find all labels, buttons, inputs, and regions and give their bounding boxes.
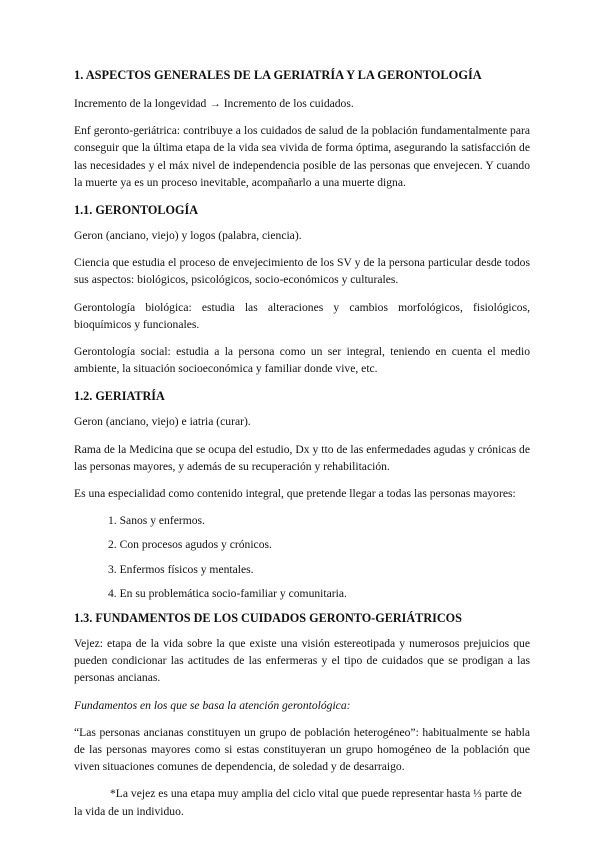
fundamentos-note: *La vejez es una etapa muy amplia del ciclo vital que puede representar hasta ⅓ parte de la vida de un individuo.: [74, 787, 522, 818]
geriatria-list: [74, 512, 530, 602]
gerontologia-etymology: Geron (anciano, viejo) y logos (palabra, ciencia).: [74, 229, 302, 243]
gerontologia-definition: Ciencia que estudia el proceso de envejecimiento de los SV y de la persona particular desde todos sus aspectos: biológicos, psicológicos, socio-económicos y culturales.: [74, 256, 530, 287]
geriatria-etymology: Geron (anciano, viejo) e iatria (curar).: [74, 415, 251, 429]
fundamentos-vejez: Vejez: etapa de la vida sobre la que existe una visión estereotipada y numerosos prejuicios que pueden condicionar las actitudes de las enfermeras y el tipo de cuidados que se prodigan a las personas ancianas.: [74, 637, 530, 685]
list-item: 3. Enfermos físicos y mentales.: [108, 562, 254, 576]
fundamentos-heterogeneo: “Las personas ancianas constituyen un grupo de población heterogéneo”: habitualmente se habla de las personas mayores como si estas constituyeran un grupo homogéneo de la población que viven situaciones comunes de dependencia, de soledad y de desarraigo.: [74, 725, 530, 774]
gerontologia-social: Gerontología social: estudia a la persona como un ser integral, teniendo en cuenta el medio ambiente, la situación socioeconómica y familiar donde vive, etc.: [74, 345, 530, 376]
section-heading-gerontologia: 1.1. GERONTOLOGÍA: [74, 203, 199, 218]
section-heading-fundamentos: 1.3. FUNDAMENTOS DE LOS CUIDADOS GERONTO-GERIÁTRICOS: [74, 611, 462, 626]
intro-line: Incremento de la longevidad → Incremento de los cuidados.: [74, 97, 354, 110]
gerontologia-biologica: Gerontología biológica: estudia las alteraciones y cambios morfológicos, fisiológicos, bioquímicos y funcionales.: [74, 300, 530, 331]
list-item: 1. Sanos y enfermos.: [108, 514, 205, 528]
geriatria-definition: Rama de la Medicina que se ocupa del estudio, Dx y tto de las enfermedades agudas y crónicas de las personas mayores, y además de su recuperación y rehabilitación.: [74, 442, 530, 473]
section-heading-geriatria: 1.2. GERIATRÍA: [74, 389, 165, 404]
intro-paragraph: Enf geronto-geriátrica: contribuye a los cuidados de salud de la población fundamentalmente para conseguir que la última etapa de la vida sea vivida de forma óptima, asegurando la satisfacción de las necesidades y el máx nivel de independencia posible de las personas que envejecen. Y cuando la muerte ya es un proceso inevitable, acompañarlo a una muerte digna.: [74, 124, 530, 189]
document-page: [74, 66, 530, 830]
list-item: 4. En su problemática socio-familiar y comunitaria.: [108, 586, 347, 600]
geriatria-scope: Es una especialidad como contenido integral, que pretende llegar a todas las personas mayores:: [74, 487, 516, 501]
fundamentos-subheading: Fundamentos en los que se basa la atención gerontológica:: [74, 698, 351, 712]
list-item: 2. Con procesos agudos y crónicos.: [108, 538, 272, 552]
main-heading: 1. ASPECTOS GENERALES DE LA GERIATRÍA Y LA GERONTOLOGÍA: [74, 68, 482, 82]
